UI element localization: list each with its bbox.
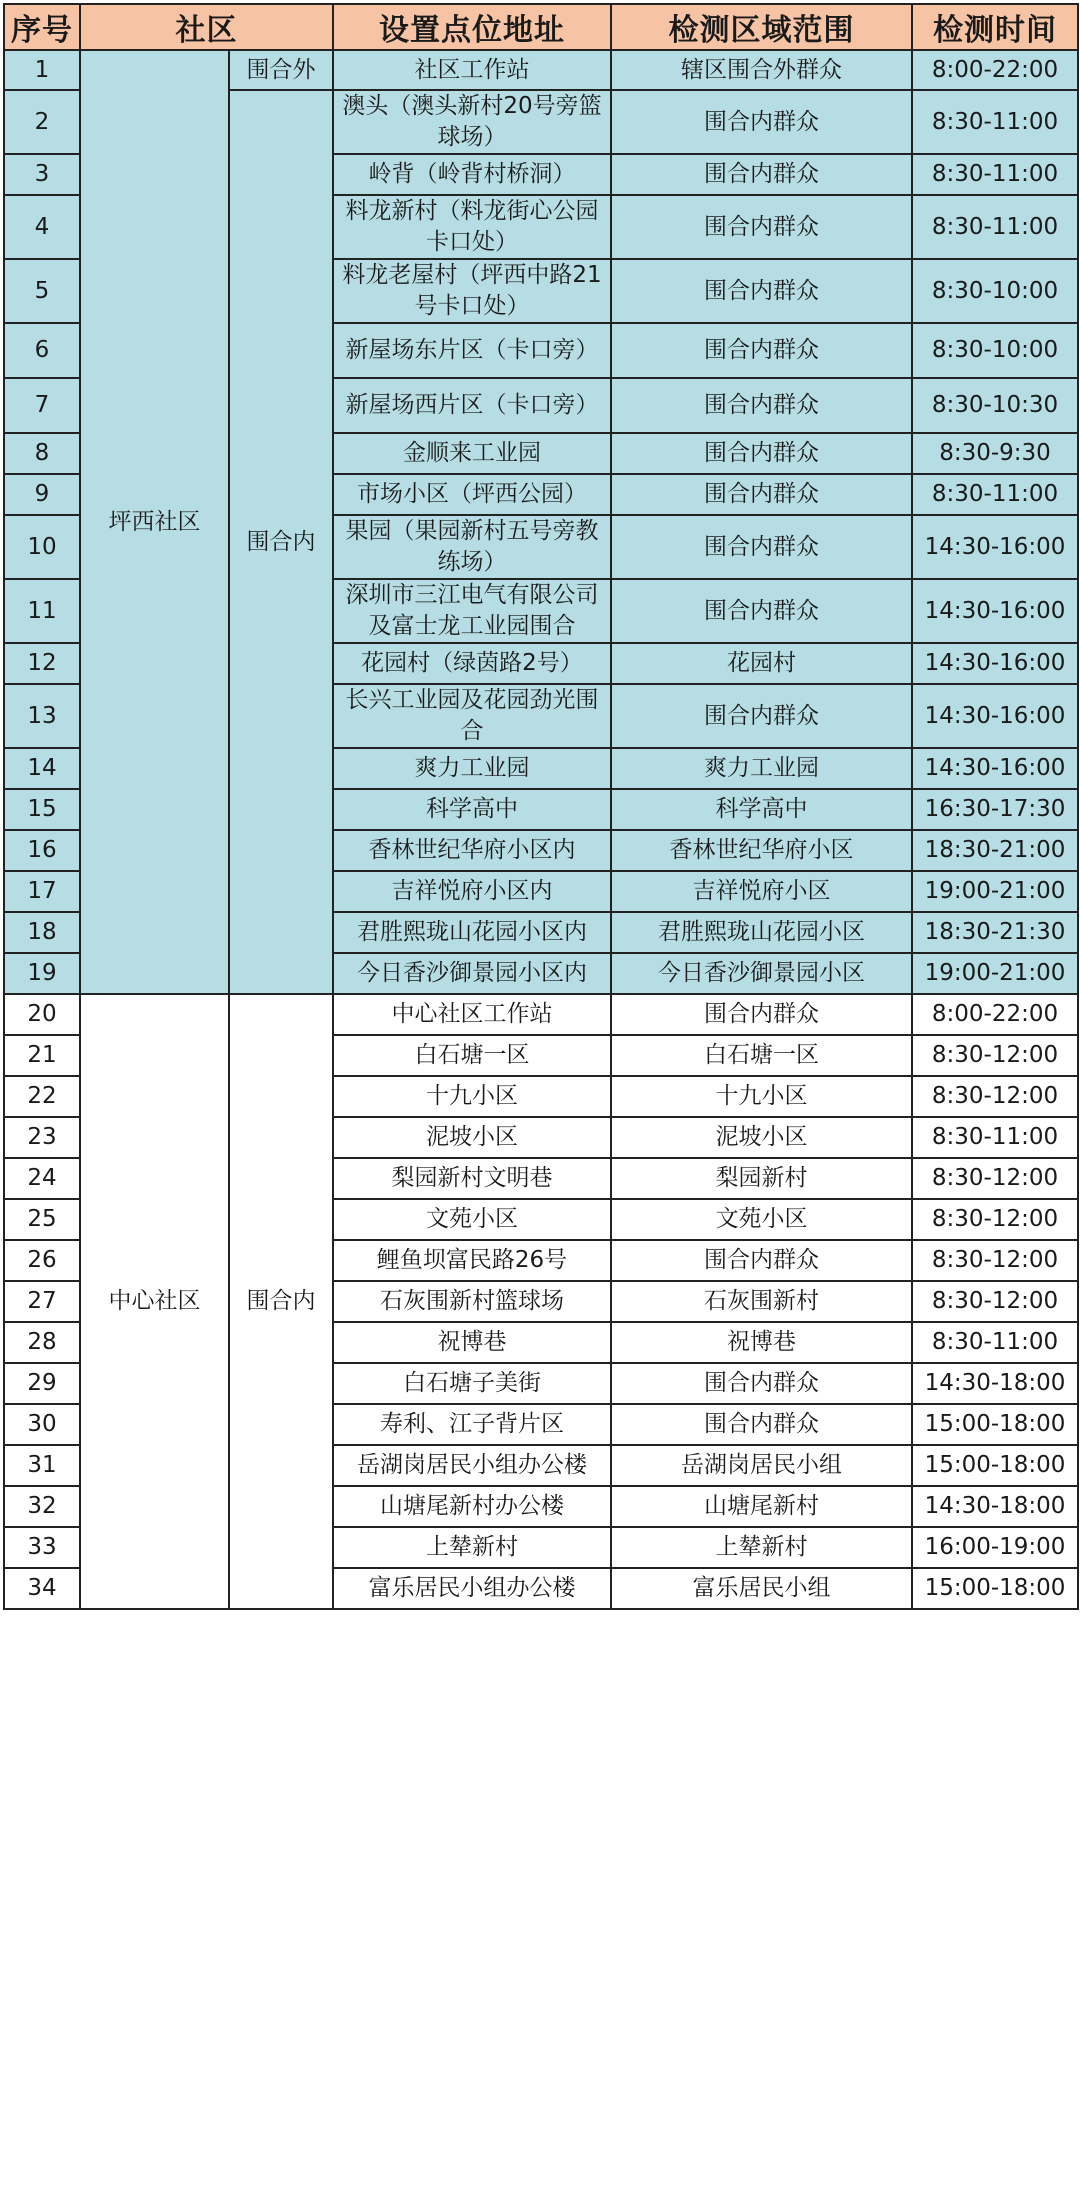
time-cell: 19:00-21:00 (912, 953, 1078, 994)
header-row (4, 4, 1078, 50)
row-number: 10 (4, 515, 80, 579)
address-cell: 上辇新村 (333, 1527, 611, 1568)
address-cell: 花园村（绿茵路2号） (333, 643, 611, 684)
time-cell: 8:30-10:00 (912, 259, 1078, 323)
header-area: 检测区域范围 (611, 4, 912, 50)
time-cell: 14:30-16:00 (912, 515, 1078, 579)
area-cell: 辖区围合外群众 (611, 50, 912, 90)
row-number: 22 (4, 1076, 80, 1117)
area-cell: 围合内群众 (611, 994, 912, 1035)
row-number: 26 (4, 1240, 80, 1281)
area-cell: 围合内群众 (611, 1240, 912, 1281)
area-cell: 围合内群众 (611, 259, 912, 323)
address-cell: 中心社区工作站 (333, 994, 611, 1035)
area-cell: 石灰围新村 (611, 1281, 912, 1322)
time-cell: 8:30-12:00 (912, 1076, 1078, 1117)
time-cell: 8:30-11:00 (912, 90, 1078, 154)
row-number: 32 (4, 1486, 80, 1527)
time-cell: 15:00-18:00 (912, 1445, 1078, 1486)
address-cell: 文苑小区 (333, 1199, 611, 1240)
table-body (4, 50, 1078, 1609)
scope-cell: 围合内 (229, 994, 333, 1609)
table-row (4, 50, 1078, 90)
row-number: 30 (4, 1404, 80, 1445)
address-cell: 长兴工业园及花园劲光围合 (333, 684, 611, 748)
address-cell: 新屋场东片区（卡口旁） (333, 323, 611, 378)
time-cell: 8:30-12:00 (912, 1281, 1078, 1322)
time-cell: 14:30-18:00 (912, 1486, 1078, 1527)
address-cell: 泥坡小区 (333, 1117, 611, 1158)
row-number: 17 (4, 871, 80, 912)
area-cell: 围合内群众 (611, 154, 912, 195)
address-cell: 富乐居民小组办公楼 (333, 1568, 611, 1609)
time-cell: 8:30-9:30 (912, 433, 1078, 474)
time-cell: 15:00-18:00 (912, 1404, 1078, 1445)
row-number: 13 (4, 684, 80, 748)
area-cell: 祝博巷 (611, 1322, 912, 1363)
address-cell: 科学高中 (333, 789, 611, 830)
community-cell: 中心社区 (80, 994, 229, 1609)
row-number: 1 (4, 50, 80, 90)
row-number: 23 (4, 1117, 80, 1158)
row-number: 24 (4, 1158, 80, 1199)
area-cell: 围合内群众 (611, 323, 912, 378)
address-cell: 君胜熙珑山花园小区内 (333, 912, 611, 953)
address-cell: 岭背（岭背村桥洞） (333, 154, 611, 195)
address-cell: 香林世纪华府小区内 (333, 830, 611, 871)
area-cell: 吉祥悦府小区 (611, 871, 912, 912)
time-cell: 8:30-11:00 (912, 474, 1078, 515)
time-cell: 19:00-21:00 (912, 871, 1078, 912)
area-cell: 围合内群众 (611, 1363, 912, 1404)
row-number: 2 (4, 90, 80, 154)
address-cell: 料龙老屋村（坪西中路21号卡口处） (333, 259, 611, 323)
time-cell: 8:30-12:00 (912, 1199, 1078, 1240)
area-cell: 围合内群众 (611, 433, 912, 474)
area-cell: 文苑小区 (611, 1199, 912, 1240)
row-number: 14 (4, 748, 80, 789)
community-cell: 坪西社区 (80, 50, 229, 994)
area-cell: 富乐居民小组 (611, 1568, 912, 1609)
area-cell: 白石塘一区 (611, 1035, 912, 1076)
row-number: 15 (4, 789, 80, 830)
row-number: 20 (4, 994, 80, 1035)
row-number: 25 (4, 1199, 80, 1240)
address-cell: 爽力工业园 (333, 748, 611, 789)
area-cell: 围合内群众 (611, 1404, 912, 1445)
area-cell: 围合内群众 (611, 195, 912, 259)
address-cell: 吉祥悦府小区内 (333, 871, 611, 912)
row-number: 28 (4, 1322, 80, 1363)
time-cell: 18:30-21:30 (912, 912, 1078, 953)
area-cell: 泥坡小区 (611, 1117, 912, 1158)
testing-sites-table (3, 3, 1079, 1610)
time-cell: 8:30-11:00 (912, 195, 1078, 259)
area-cell: 香林世纪华府小区 (611, 830, 912, 871)
address-cell: 料龙新村（料龙街心公园卡口处） (333, 195, 611, 259)
row-number: 12 (4, 643, 80, 684)
address-cell: 澳头（澳头新村20号旁篮球场） (333, 90, 611, 154)
time-cell: 14:30-18:00 (912, 1363, 1078, 1404)
row-number: 18 (4, 912, 80, 953)
row-number: 3 (4, 154, 80, 195)
address-cell: 祝博巷 (333, 1322, 611, 1363)
row-number: 4 (4, 195, 80, 259)
time-cell: 8:30-12:00 (912, 1035, 1078, 1076)
time-cell: 14:30-16:00 (912, 579, 1078, 643)
address-cell: 梨园新村文明巷 (333, 1158, 611, 1199)
address-cell: 今日香沙御景园小区内 (333, 953, 611, 994)
row-number: 6 (4, 323, 80, 378)
address-cell: 新屋场西片区（卡口旁） (333, 378, 611, 433)
area-cell: 围合内群众 (611, 90, 912, 154)
area-cell: 围合内群众 (611, 474, 912, 515)
area-cell: 围合内群众 (611, 579, 912, 643)
time-cell: 14:30-16:00 (912, 643, 1078, 684)
header-no: 序号 (4, 4, 80, 50)
time-cell: 8:30-12:00 (912, 1158, 1078, 1199)
time-cell: 8:00-22:00 (912, 50, 1078, 90)
area-cell: 今日香沙御景园小区 (611, 953, 912, 994)
address-cell: 石灰围新村篮球场 (333, 1281, 611, 1322)
address-cell: 白石塘一区 (333, 1035, 611, 1076)
area-cell: 围合内群众 (611, 515, 912, 579)
area-cell: 十九小区 (611, 1076, 912, 1117)
time-cell: 14:30-16:00 (912, 748, 1078, 789)
time-cell: 8:30-10:30 (912, 378, 1078, 433)
time-cell: 8:30-11:00 (912, 1117, 1078, 1158)
area-cell: 岳湖岗居民小组 (611, 1445, 912, 1486)
area-cell: 山塘尾新村 (611, 1486, 912, 1527)
time-cell: 16:00-19:00 (912, 1527, 1078, 1568)
row-number: 9 (4, 474, 80, 515)
row-number: 27 (4, 1281, 80, 1322)
area-cell: 君胜熙珑山花园小区 (611, 912, 912, 953)
address-cell: 岳湖岗居民小组办公楼 (333, 1445, 611, 1486)
area-cell: 上辇新村 (611, 1527, 912, 1568)
row-number: 5 (4, 259, 80, 323)
row-number: 19 (4, 953, 80, 994)
time-cell: 8:30-11:00 (912, 1322, 1078, 1363)
address-cell: 白石塘子美街 (333, 1363, 611, 1404)
address-cell: 十九小区 (333, 1076, 611, 1117)
scope-cell: 围合内 (229, 90, 333, 994)
row-number: 11 (4, 579, 80, 643)
address-cell: 山塘尾新村办公楼 (333, 1486, 611, 1527)
header-community: 社区 (80, 4, 333, 50)
row-number: 8 (4, 433, 80, 474)
area-cell: 花园村 (611, 643, 912, 684)
area-cell: 梨园新村 (611, 1158, 912, 1199)
row-number: 34 (4, 1568, 80, 1609)
address-cell: 深圳市三江电气有限公司及富士龙工业园围合 (333, 579, 611, 643)
table-row (4, 994, 1078, 1035)
row-number: 16 (4, 830, 80, 871)
time-cell: 16:30-17:30 (912, 789, 1078, 830)
time-cell: 8:00-22:00 (912, 994, 1078, 1035)
area-cell: 围合内群众 (611, 684, 912, 748)
header-address: 设置点位地址 (333, 4, 611, 50)
header-time: 检测时间 (912, 4, 1078, 50)
time-cell: 15:00-18:00 (912, 1568, 1078, 1609)
time-cell: 18:30-21:00 (912, 830, 1078, 871)
row-number: 21 (4, 1035, 80, 1076)
address-cell: 金顺来工业园 (333, 433, 611, 474)
area-cell: 科学高中 (611, 789, 912, 830)
time-cell: 8:30-10:00 (912, 323, 1078, 378)
row-number: 7 (4, 378, 80, 433)
area-cell: 爽力工业园 (611, 748, 912, 789)
address-cell: 市场小区（坪西公园） (333, 474, 611, 515)
scope-cell: 围合外 (229, 50, 333, 90)
time-cell: 14:30-16:00 (912, 684, 1078, 748)
row-number: 33 (4, 1527, 80, 1568)
row-number: 29 (4, 1363, 80, 1404)
row-number: 31 (4, 1445, 80, 1486)
area-cell: 围合内群众 (611, 378, 912, 433)
time-cell: 8:30-11:00 (912, 154, 1078, 195)
address-cell: 果园（果园新村五号旁教练场） (333, 515, 611, 579)
time-cell: 8:30-12:00 (912, 1240, 1078, 1281)
address-cell: 社区工作站 (333, 50, 611, 90)
address-cell: 鲤鱼坝富民路26号 (333, 1240, 611, 1281)
address-cell: 寿利、江子背片区 (333, 1404, 611, 1445)
